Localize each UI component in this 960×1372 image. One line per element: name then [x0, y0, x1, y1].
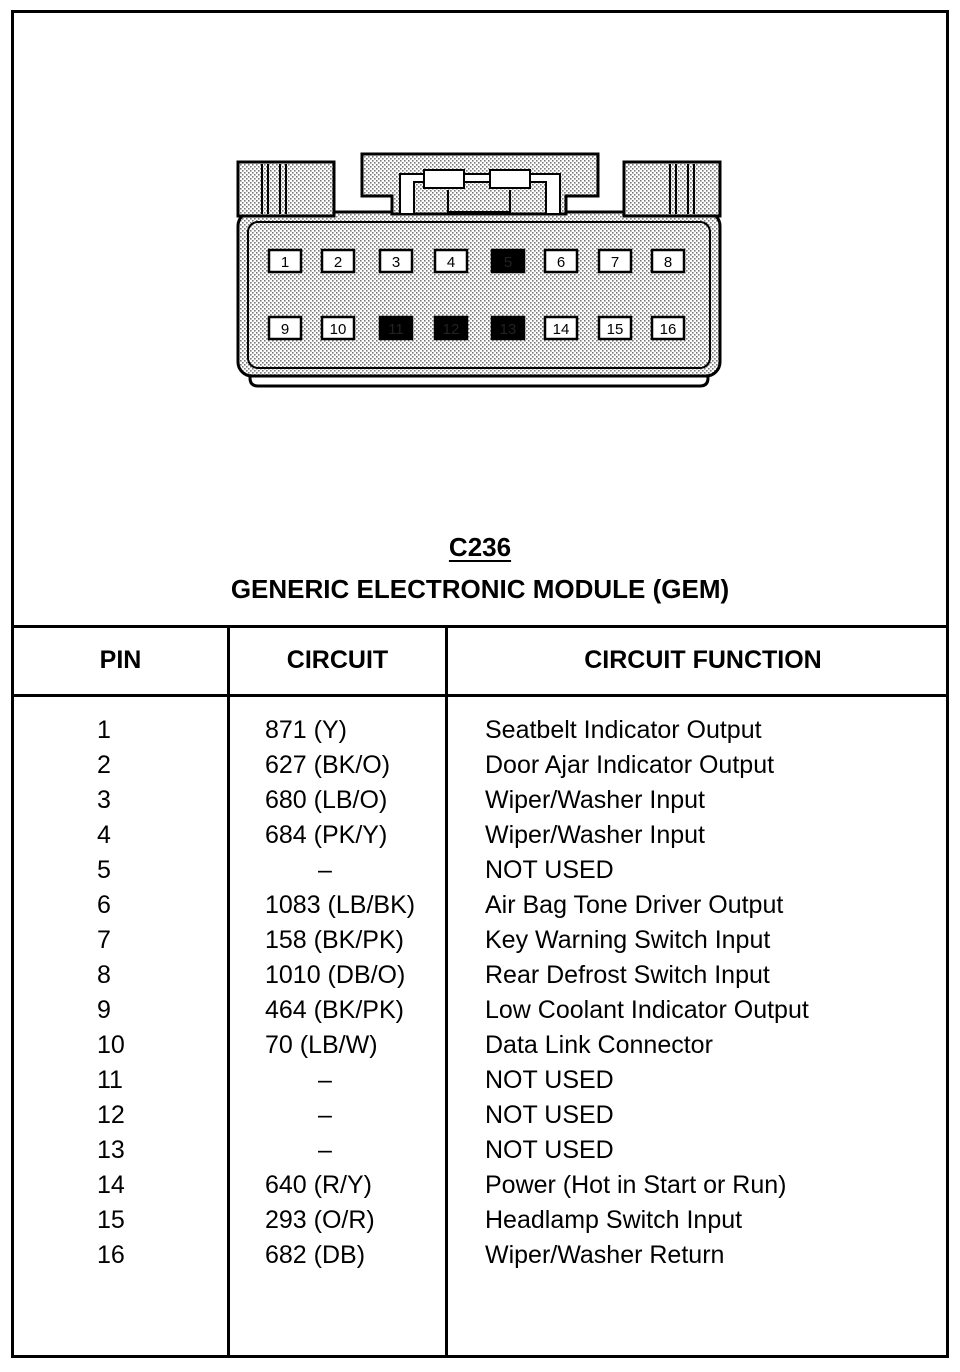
- circuit-cell: –: [318, 856, 332, 884]
- circuit-cell: 1083 (LB/BK): [265, 891, 416, 919]
- pin-cell: 1: [97, 716, 111, 744]
- table-row: [0, 856, 960, 891]
- pin-number-label: 9: [280, 321, 290, 338]
- header-circuit: CIRCUIT: [286, 646, 389, 674]
- pin-cell: 12: [97, 1101, 125, 1129]
- circuit-function-cell: NOT USED: [485, 1101, 614, 1129]
- pin-number-label: 1: [280, 254, 290, 271]
- pin-number-label: 7: [610, 254, 620, 271]
- circuit-cell: 293 (O/R): [265, 1206, 375, 1234]
- pin-number-label: 16: [659, 321, 677, 338]
- circuit-cell: 627 (BK/O): [265, 751, 391, 779]
- circuit-function-cell: NOT USED: [485, 1136, 614, 1164]
- pin-number-label: 2: [333, 254, 343, 271]
- circuit-cell: 682 (DB): [265, 1241, 366, 1269]
- pin-cavity-7: [599, 250, 631, 272]
- circuit-function-cell: Air Bag Tone Driver Output: [485, 891, 784, 919]
- pin-cavity-4: [435, 250, 467, 272]
- circuit-cell: 464 (BK/PK): [265, 996, 404, 1024]
- pin-cell: 3: [97, 786, 111, 814]
- connector-diagram: [0, 0, 960, 460]
- table-row: [0, 1031, 960, 1066]
- table-top-border: [11, 625, 949, 628]
- circuit-cell: –: [318, 1101, 332, 1129]
- circuit-function-cell: Low Coolant Indicator Output: [485, 996, 809, 1024]
- pin-number-label: 4: [446, 254, 456, 271]
- pin-cavity-15: [599, 317, 631, 339]
- circuit-cell: –: [318, 1066, 332, 1094]
- pin-number-label: 6: [556, 254, 566, 271]
- table-row: [0, 716, 960, 751]
- table-row: [0, 961, 960, 996]
- pin-cell: 7: [97, 926, 111, 954]
- circuit-cell: 684 (PK/Y): [265, 821, 388, 849]
- header-circuit-function: CIRCUIT FUNCTION: [584, 646, 822, 674]
- pin-cell: 10: [97, 1031, 125, 1059]
- pin-cell: 13: [97, 1136, 125, 1164]
- pin-cell: 8: [97, 961, 111, 989]
- pin-cavity-8: [652, 250, 684, 272]
- table-row: [0, 1241, 960, 1276]
- pin-cell: 9: [97, 996, 111, 1024]
- pin-cavity-11: [380, 317, 412, 339]
- pin-cavity-5: [492, 250, 524, 272]
- circuit-cell: 680 (LB/O): [265, 786, 388, 814]
- table-row: [0, 1136, 960, 1171]
- circuit-function-cell: Headlamp Switch Input: [485, 1206, 743, 1234]
- pin-cavity-12: [435, 317, 467, 339]
- pin-cavity-3: [380, 250, 412, 272]
- pin-cavity-2: [322, 250, 354, 272]
- pin-number-label: 11: [388, 321, 404, 338]
- circuit-cell: 70 (LB/W): [265, 1031, 378, 1059]
- circuit-function-cell: Key Warning Switch Input: [485, 926, 771, 954]
- pin-number-label: 13: [499, 321, 517, 338]
- pin-cavity-1: [269, 250, 301, 272]
- pin-cell: 15: [97, 1206, 125, 1234]
- table-row: [0, 926, 960, 961]
- table-row: [0, 1101, 960, 1136]
- circuit-function-cell: Wiper/Washer Input: [485, 786, 705, 814]
- circuit-function-cell: Door Ajar Indicator Output: [485, 751, 775, 779]
- circuit-function-cell: Wiper/Washer Input: [485, 821, 705, 849]
- pin-cell: 14: [97, 1171, 125, 1199]
- circuit-function-cell: Rear Defrost Switch Input: [485, 961, 770, 989]
- connector-housing: [238, 154, 720, 386]
- circuit-function-cell: Seatbelt Indicator Output: [485, 716, 762, 744]
- pin-number-label: 15: [606, 321, 624, 338]
- table-row: [0, 751, 960, 786]
- pin-number-label: 10: [329, 321, 347, 338]
- pin-cavity-13: [492, 317, 524, 339]
- module-name: GENERIC ELECTRONIC MODULE (GEM): [230, 574, 730, 604]
- table-row: [0, 821, 960, 856]
- table-row: [0, 1066, 960, 1101]
- pin-cavity-10: [322, 317, 354, 339]
- connector-id: C236: [448, 532, 512, 562]
- pin-number-label: 3: [391, 254, 401, 271]
- pin-number-label: 12: [442, 321, 460, 338]
- circuit-function-cell: Power (Hot in Start or Run): [485, 1171, 787, 1199]
- pin-cell: 5: [97, 856, 111, 884]
- circuit-function-cell: NOT USED: [485, 1066, 614, 1094]
- pin-cell: 6: [97, 891, 111, 919]
- circuit-cell: 871 (Y): [265, 716, 347, 744]
- pin-cavity-6: [545, 250, 577, 272]
- pin-number-label: 8: [663, 254, 673, 271]
- circuit-cell: –: [318, 1136, 332, 1164]
- table-row: [0, 786, 960, 821]
- pin-cavity-14: [545, 317, 577, 339]
- circuit-function-cell: NOT USED: [485, 856, 614, 884]
- pin-cell: 4: [97, 821, 111, 849]
- circuit-cell: 1010 (DB/O): [265, 961, 406, 989]
- pin-number-label: 5: [503, 254, 513, 271]
- table-row: [0, 996, 960, 1031]
- pin-cell: 2: [97, 751, 111, 779]
- pin-cell: 16: [97, 1241, 125, 1269]
- pin-cavity-16: [652, 317, 684, 339]
- header-pin: PIN: [99, 646, 142, 674]
- circuit-cell: 158 (BK/PK): [265, 926, 404, 954]
- table-row: [0, 1171, 960, 1206]
- pin-cavity-9: [269, 317, 301, 339]
- circuit-cell: 640 (R/Y): [265, 1171, 372, 1199]
- pin-number-label: 14: [552, 321, 570, 338]
- circuit-function-cell: Data Link Connector: [485, 1031, 713, 1059]
- table-header-divider: [11, 694, 949, 697]
- circuit-function-cell: Wiper/Washer Return: [485, 1241, 725, 1269]
- table-row: [0, 1206, 960, 1241]
- pin-cell: 11: [97, 1066, 123, 1094]
- table-row: [0, 891, 960, 926]
